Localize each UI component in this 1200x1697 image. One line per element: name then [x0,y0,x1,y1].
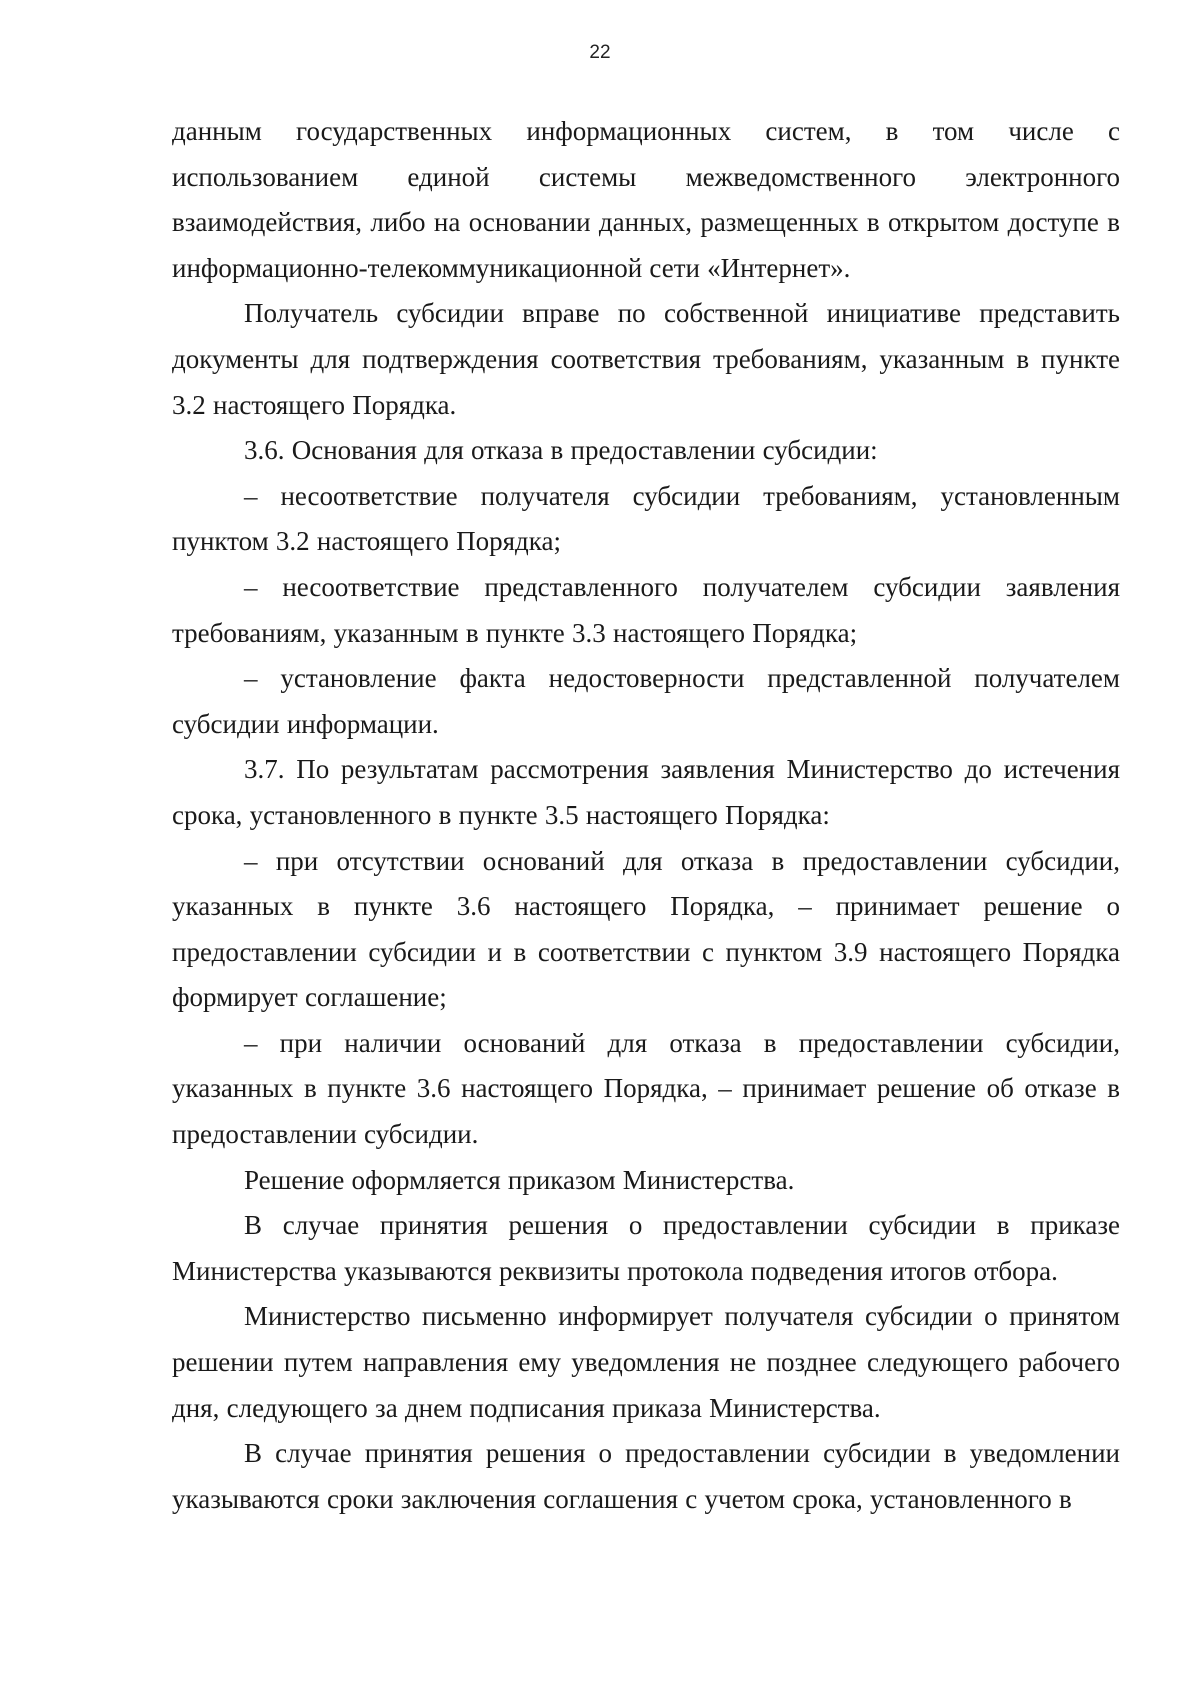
list-item-decision-refuse: – при наличии оснований для отказа в предоставлении субсидии, указанных в пункте 3.6 настоящего Порядка, – принимает решение об отказе в предоставлении субсидии. [172,1027,1120,1150]
paragraph-agreement-terms: В случае принятия решения о предоставлении субсидии в уведомлении указываются сроки заключения соглашения с учетом срока, установленного в [172,1438,1120,1514]
section-heading-3-7: 3.7. По результатам рассмотрения заявления Министерство до истечения срока, установленного в пункте 3.5 настоящего Порядка: [172,754,1120,830]
paragraph-continuation: данным государственных информационных систем, в том числе с использованием единой системы межведомственного электронного взаимодействия, либо на основании данных, размещенных в открытом доступе в информационно-телекоммуникационной сети «Интернет». [172,116,1120,283]
list-item-refusal-2: – несоответствие представленного получателем субсидии заявления требованиям, указанным в пункте 3.3 настоящего Порядка; [172,571,1120,648]
document-body [172,109,1120,1522]
paragraph-initiative: Получатель субсидии вправе по собственной инициативе представить документы для подтверждения соответствия требованиям, указанным в пункте 3.2 настоящего Порядка. [172,298,1120,420]
list-item-refusal-1: – несоответствие получателя субсидии требованиям, установленным пунктом 3.2 настоящего Порядка; [172,480,1120,557]
paragraph-order-details: В случае принятия решения о предоставлении субсидии в приказе Министерства указываются реквизиты протокола подведения итогов отбора. [172,1210,1120,1286]
page-number: 22 [589,42,611,63]
section-heading-3-6: 3.6. Основания для отказа в предоставлении субсидии: [244,435,878,466]
list-item-refusal-3: – установление факта недостоверности представленной получателем субсидии информации. [172,663,1120,739]
list-item-decision-grant: – при отсутствии оснований для отказа в предоставлении субсидии, указанных в пункте 3.6 настоящего Порядка, – принимает решение о предоставлении субсидии и в соответствии с пунктом 3.9 настоящего Порядка формирует соглашение; [172,845,1120,1013]
paragraph-notification: Министерство письменно информирует получателя субсидии о принятом решении путем направления ему уведомления не позднее следующего рабочего дня, следующего за днем подписания приказа Министерства. [172,1301,1120,1423]
paragraph-order: Решение оформляется приказом Министерства. [244,1164,795,1195]
